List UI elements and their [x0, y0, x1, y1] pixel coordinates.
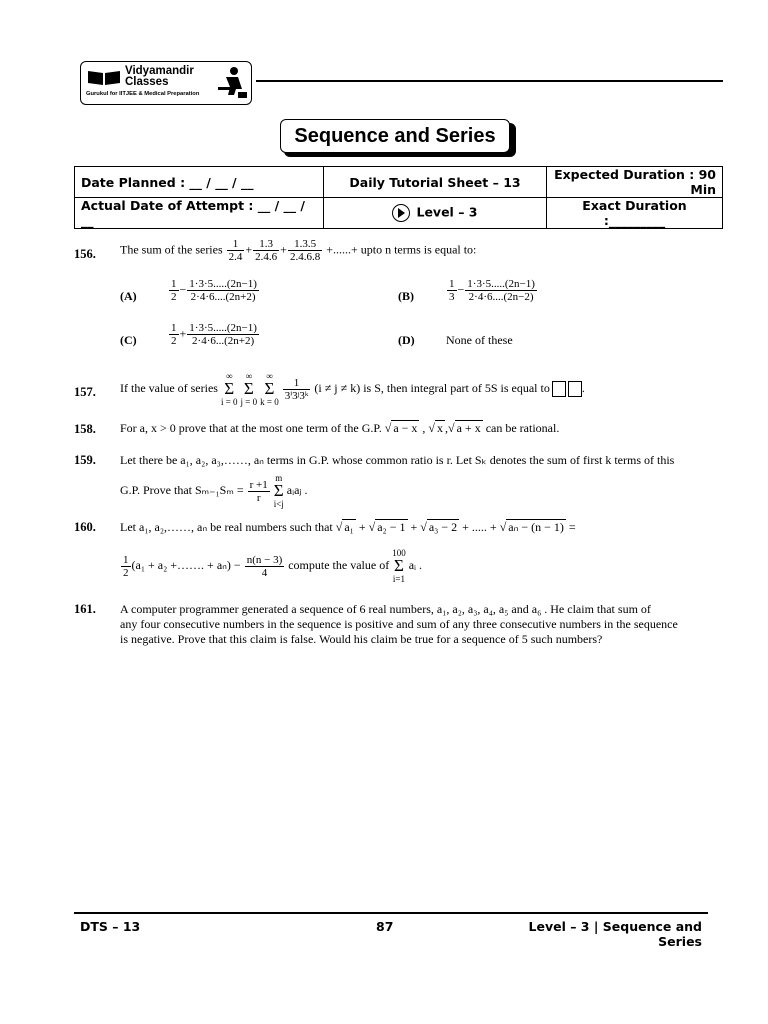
sum-top: ∞: [226, 371, 233, 381]
summation: m Σ i<j: [273, 473, 284, 509]
reader-figure-icon: [216, 65, 248, 99]
publisher-logo: [80, 61, 252, 105]
fraction: [121, 554, 131, 579]
denominator: 2.4.6.8: [289, 251, 321, 263]
q159-lhs: Sₘ₋₁Sₘ =: [195, 482, 244, 497]
radicand: x: [437, 421, 444, 435]
denominator: 2·4·6...(2n+2): [192, 335, 255, 347]
numerator: 1: [123, 553, 129, 566]
sum-top: ∞: [266, 371, 273, 381]
sign: −: [179, 282, 187, 297]
numerator: 1·3·5.....(2n−1): [189, 278, 257, 290]
denominator: 2: [171, 335, 177, 347]
fraction: [253, 238, 279, 263]
numerator: 1: [449, 278, 455, 290]
fraction: [465, 278, 537, 303]
page-number: 87: [376, 919, 394, 934]
summation: 100 Σ i=1: [392, 548, 406, 584]
numerator: 1.3.5: [288, 238, 322, 251]
actual-date: Actual Date of Attempt : __ / __ / __: [75, 198, 324, 229]
date-planned: Date Planned : __ / __ / __: [75, 167, 324, 198]
denominator: 3ⁱ3ʲ3ᵏ: [284, 389, 309, 402]
sum-top: ∞: [245, 371, 253, 381]
option-label: (B): [398, 289, 414, 303]
sum-bottom: k = 0: [260, 397, 279, 407]
question-159-line1: Let there be a₁, a₂, a₃,……, aₙ terms in G.P. whose common ratio is r. Let Sₖ denotes the sum of first k terms of this: [120, 453, 675, 467]
numerator: 1·3·5.....(2n−1): [467, 278, 535, 290]
play-icon: [392, 204, 410, 222]
question-158-stem: For a, x > 0 prove that at the most one term of the G.P. √ a − x , √ x ,√ a + x can be rational.: [120, 421, 560, 435]
option-a: [168, 278, 260, 303]
option-b: [446, 278, 538, 303]
option-c: [168, 322, 260, 347]
radicand: aₙ − (n − 1): [508, 520, 564, 534]
question-161-text: [120, 602, 723, 647]
q159-pre: G.P. Prove that: [120, 482, 192, 497]
sum-top: m: [275, 473, 283, 483]
sum-bottom: j = 0: [240, 397, 258, 407]
fraction: [245, 554, 285, 579]
denominator: 4: [261, 566, 268, 579]
answer-box: [552, 381, 566, 397]
footer-sheet-id: DTS – 13: [80, 919, 141, 934]
q156-post: +......+ upto n terms is equal to:: [326, 242, 477, 257]
denominator: 3: [449, 291, 455, 303]
info-table: [74, 166, 723, 229]
option-label: (C): [120, 333, 137, 347]
fraction: [169, 322, 179, 347]
q158-pre: For a, x > 0 prove that at the most one term of the G.P.: [120, 421, 382, 435]
footer-section: Level – 3 | Sequence and Series: [528, 919, 702, 949]
fraction: [447, 278, 457, 303]
q161-line3: is negative. Prove that this claim is false. Would his claim be true for a sequence of 5 such numbers?: [120, 632, 603, 646]
numerator: r +1: [249, 478, 268, 491]
summation: ∞ Σ j = 0: [240, 371, 258, 407]
denominator: 2: [171, 291, 177, 303]
question-number: 156.: [74, 247, 96, 261]
question-156-stem: The sum of the series $\frac{1}{2.4}$ + $\frac{1.3}{2.4.6}$ + $\frac{1.3.5}{2.4.6.8}$ +......+ upto n terms is equal to:: [120, 238, 477, 263]
q160-term: aᵢ: [408, 557, 416, 572]
footer-rule: [74, 912, 708, 914]
question-number: 161.: [74, 602, 96, 616]
radicand: a₂ − 1: [377, 520, 406, 534]
sum-top: 100: [392, 548, 406, 558]
q159-end: .: [304, 482, 308, 497]
numerator: 1: [171, 278, 177, 290]
q161-line2: any four consecutive numbers in the sequence is positive and sum of any three consecutive numbers in the sequence: [120, 617, 678, 631]
sum-bottom: i=1: [392, 574, 405, 584]
fraction: [283, 377, 311, 402]
sign: +: [179, 326, 187, 341]
denominator: 2: [123, 566, 129, 579]
denominator: 2.4.6: [255, 251, 278, 263]
question-157-stem: [120, 371, 585, 407]
question-160-line2: [120, 548, 422, 584]
numerator: n(n − 3): [246, 553, 283, 566]
question-160-line1: Let a₁, a₂,……, aₙ be real numbers such that √ a₁ + √ a₂ − 1 + √ a₃ − 2 + ..... + √ aₙ − (n − 1) =: [120, 520, 576, 534]
numerator: 1: [283, 377, 311, 390]
q158-post: can be rational.: [485, 421, 560, 435]
q160-end: .: [419, 557, 422, 572]
sheet-number: Daily Tutorial Sheet – 13: [324, 167, 547, 198]
header-rule: [256, 80, 723, 82]
radicand: a₁: [344, 520, 354, 534]
q157-condition: (i ≠ j ≠ k): [314, 380, 361, 395]
level-label: Level – 3: [416, 204, 478, 220]
expected-duration: Expected Duration : 90 Min: [547, 167, 723, 198]
summation: ∞ Σ k = 0: [260, 371, 279, 407]
fraction: [169, 278, 179, 303]
numerator: 1·3·5.....(2n−1): [189, 322, 257, 334]
sign: −: [457, 282, 465, 297]
page-title: Sequence and Series: [280, 119, 510, 153]
q161-line1: A computer programmer generated a sequence of 6 real numbers, a₁, a₂, a₃, a₄, a₅ and a₆ . He claim that sum of: [120, 602, 651, 616]
radicand: a − x: [393, 421, 418, 435]
sum-bottom: i = 0: [220, 397, 238, 407]
q157-end: .: [581, 380, 585, 395]
denominator: 2.4: [228, 251, 243, 263]
option-d: None of these: [446, 333, 513, 347]
question-number: 160.: [74, 520, 96, 534]
open-book-icon: [87, 68, 121, 86]
question-number: 158.: [74, 422, 96, 436]
logo-name-line2: Classes: [125, 76, 169, 88]
answer-box: [568, 381, 582, 397]
numerator: 1: [227, 238, 245, 251]
q156-pre: The sum of the series: [120, 242, 223, 257]
fraction: [288, 238, 322, 263]
q160-mid: + ..... +: [462, 520, 497, 534]
denominator: 2·4·6....(2n−2): [468, 291, 534, 303]
q160-paren: (a₁ + a₂ +……. + aₙ) −: [131, 557, 241, 572]
logo-name-line1: Vidyamandir: [125, 65, 194, 77]
q160-eq: =: [568, 520, 576, 534]
logo-tagline: Gurukul for IITJEE & Medical Preparation: [86, 91, 200, 97]
q160-post: compute the value of: [288, 557, 390, 572]
question-number: 157.: [74, 385, 96, 399]
q157-pre: If the value of series: [120, 380, 218, 395]
fraction: [187, 278, 259, 303]
denominator: 2·4·6....(2n+2): [190, 291, 256, 303]
question-number: 159.: [74, 453, 96, 467]
q159-term: aᵢaⱼ: [286, 482, 302, 497]
fraction: [187, 322, 259, 347]
numerator: 1: [171, 322, 177, 334]
radicand: a + x: [456, 421, 481, 435]
level-cell: [324, 198, 547, 229]
question-159-line2: [120, 473, 308, 509]
denominator: r: [256, 491, 261, 504]
exact-duration: Exact Duration :_________: [547, 198, 723, 229]
option-label: (A): [120, 289, 137, 303]
summation: ∞ Σ i = 0: [220, 371, 238, 407]
q157-post: is S, then integral part of 5S is equal to: [363, 380, 550, 395]
fraction: [248, 479, 270, 504]
radicand: a₃ − 2: [428, 520, 458, 534]
q160-pre: Let a₁, a₂,……, aₙ be real numbers such that: [120, 520, 333, 534]
fraction: [227, 238, 245, 263]
numerator: 1.3: [253, 238, 279, 251]
sum-bottom: i<j: [273, 499, 284, 509]
option-label: (D): [398, 333, 415, 347]
